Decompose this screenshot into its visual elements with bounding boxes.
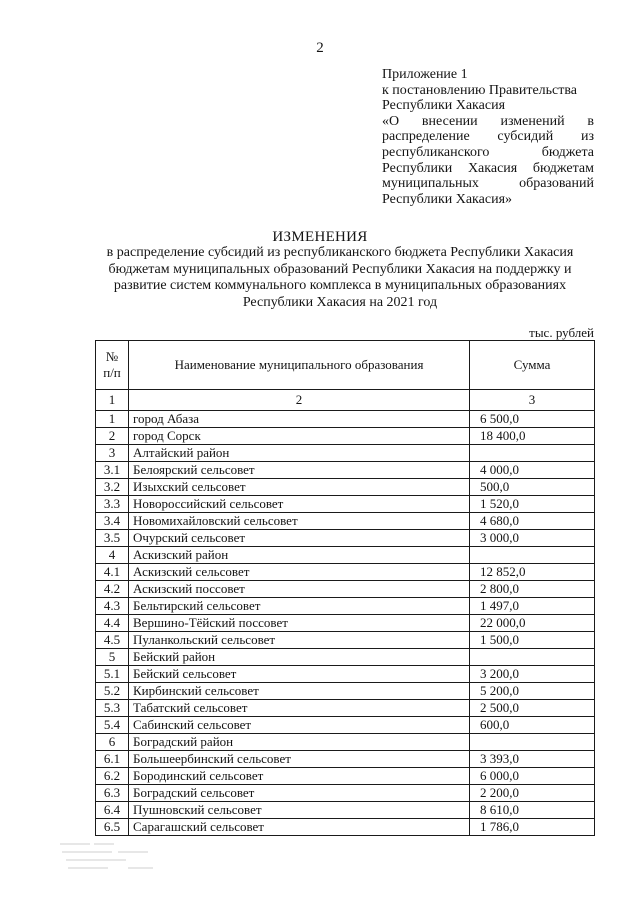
subtitle-line: бюджетам муниципальных образований Республики Хакасия на поддержку и [108,261,572,277]
row-num: 5.3 [96,700,129,717]
row-num: 4.4 [96,615,129,632]
row-name: Вершино-Тёйский поссовет [129,615,470,632]
row-name: Большеербинский сельсовет [129,751,470,768]
table-header-row [96,341,595,390]
row-num: 3.2 [96,479,129,496]
table-row [96,513,595,530]
row-name: Боградский сельсовет [129,785,470,802]
table-row [96,683,595,700]
column-number-row [96,390,595,411]
row-sum: 2 500,0 [470,700,595,717]
table-row [96,700,595,717]
column-number: 3 [470,390,595,411]
row-name: Пуланкольский сельсовет [129,632,470,649]
row-sum: 6 000,0 [470,768,595,785]
header-name: Наименование муниципального образования [129,341,470,390]
table-row [96,462,595,479]
row-sum [470,445,595,462]
table-row [96,598,595,615]
row-sum: 2 200,0 [470,785,595,802]
subtitle-line: в распределение субсидий из республиканского бюджета Республики Хакасия [106,245,574,260]
page-number: 2 [316,40,324,56]
row-sum: 3 200,0 [470,666,595,683]
row-name: Белоярский сельсовет [129,462,470,479]
row-num: 3 [96,445,129,462]
row-sum: 6 500,0 [470,411,595,428]
row-sum: 1 520,0 [470,496,595,513]
subtitle-line: развитие систем коммунального комплекса в муниципальных образованиях [113,278,567,293]
table-row [96,751,595,768]
row-num: 6.2 [96,768,129,785]
table-row [96,785,595,802]
row-name: Аскизский сельсовет [129,564,470,581]
row-num: 5.2 [96,683,129,700]
row-name: Пушновский сельсовет [129,802,470,819]
row-sum: 4 000,0 [470,462,595,479]
appendix-line: Республики Хакасия» [382,191,513,207]
row-name: Табатский сельсовет [129,700,470,717]
row-sum: 8 610,0 [470,802,595,819]
appendix-block [382,67,594,207]
table-row [96,445,595,462]
appendix-line: «О внесении изменений в [382,113,594,129]
row-num: 6.3 [96,785,129,802]
row-name: Кирбинский сельсовет [129,683,470,700]
row-num: 5.4 [96,717,129,734]
appendix-line: Республики Хакасия бюджетам [382,160,594,176]
row-sum: 600,0 [470,717,595,734]
row-sum: 1 786,0 [470,819,595,836]
row-sum: 5 200,0 [470,683,595,700]
table-row [96,649,595,666]
subsidy-table [95,340,595,836]
row-num: 4.1 [96,564,129,581]
table-row [96,564,595,581]
row-name: Аскизский район [129,547,470,564]
row-sum: 12 852,0 [470,564,595,581]
row-name: Сабинский сельсовет [129,717,470,734]
row-sum [470,734,595,751]
row-name: Бородинский сельсовет [129,768,470,785]
header-sum: Сумма [470,341,595,390]
row-sum: 1 497,0 [470,598,595,615]
appendix-line: распределение субсидий из [382,129,594,145]
row-num: 6.5 [96,819,129,836]
row-sum: 4 680,0 [470,513,595,530]
table-row [96,734,595,751]
row-name: Изыхский сельсовет [129,479,470,496]
row-sum: 2 800,0 [470,581,595,598]
appendix-line: муниципальных образований [382,176,594,192]
table-row [96,802,595,819]
row-num: 6.4 [96,802,129,819]
row-sum: 3 000,0 [470,530,595,547]
row-sum: 3 393,0 [470,751,595,768]
row-num: 6 [96,734,129,751]
row-num: 5.1 [96,666,129,683]
row-name: Очурский сельсовет [129,530,470,547]
row-num: 3.3 [96,496,129,513]
row-name: Новомихайловский сельсовет [129,513,470,530]
column-number: 1 [96,390,129,411]
appendix-line: Приложение 1 [382,67,468,82]
table-row [96,581,595,598]
table-row [96,411,595,428]
row-num: 5 [96,649,129,666]
row-name: Новороссийский сельсовет [129,496,470,513]
units-label: тыс. рублей [529,325,594,340]
table-row [96,479,595,496]
appendix-line: республиканского бюджета [382,144,594,160]
row-num: 6.1 [96,751,129,768]
row-num: 3.5 [96,530,129,547]
table-row [96,615,595,632]
row-sum: 22 000,0 [470,615,595,632]
row-name: Алтайский район [129,445,470,462]
row-sum [470,649,595,666]
row-sum: 18 400,0 [470,428,595,445]
table-row [96,717,595,734]
table-body [96,411,595,836]
table-row [96,496,595,513]
row-num: 1 [96,411,129,428]
row-sum: 1 500,0 [470,632,595,649]
row-name: Бельтирский сельсовет [129,598,470,615]
table-row [96,530,595,547]
table-row [96,632,595,649]
row-name: Бейский сельсовет [129,666,470,683]
document-subtitle [80,245,600,311]
subtitle-line: Республики Хакасия на 2021 год [242,294,438,310]
row-num: 4.5 [96,632,129,649]
table-row [96,768,595,785]
row-num: 3.4 [96,513,129,530]
document-title: ИЗМЕНЕНИЯ [272,229,368,245]
row-sum: 500,0 [470,479,595,496]
appendix-line: к постановлению Правительства [382,82,578,98]
column-number: 2 [129,390,470,411]
row-sum [470,547,595,564]
table-row [96,819,595,836]
row-num: 4.2 [96,581,129,598]
header-num: № п/п [96,341,129,390]
row-name: Бейский район [129,649,470,666]
row-name: город Сорск [129,428,470,445]
row-num: 4.3 [96,598,129,615]
row-name: Аскизский поссовет [129,581,470,598]
appendix-line: Республики Хакасия [382,98,506,114]
row-num: 3.1 [96,462,129,479]
table-row [96,547,595,564]
row-name: Сарагашский сельсовет [129,819,470,836]
row-num: 2 [96,428,129,445]
faded-stamp [58,838,168,878]
row-name: город Абаза [129,411,470,428]
row-name: Боградский район [129,734,470,751]
row-num: 4 [96,547,129,564]
table-row [96,666,595,683]
table-row [96,428,595,445]
